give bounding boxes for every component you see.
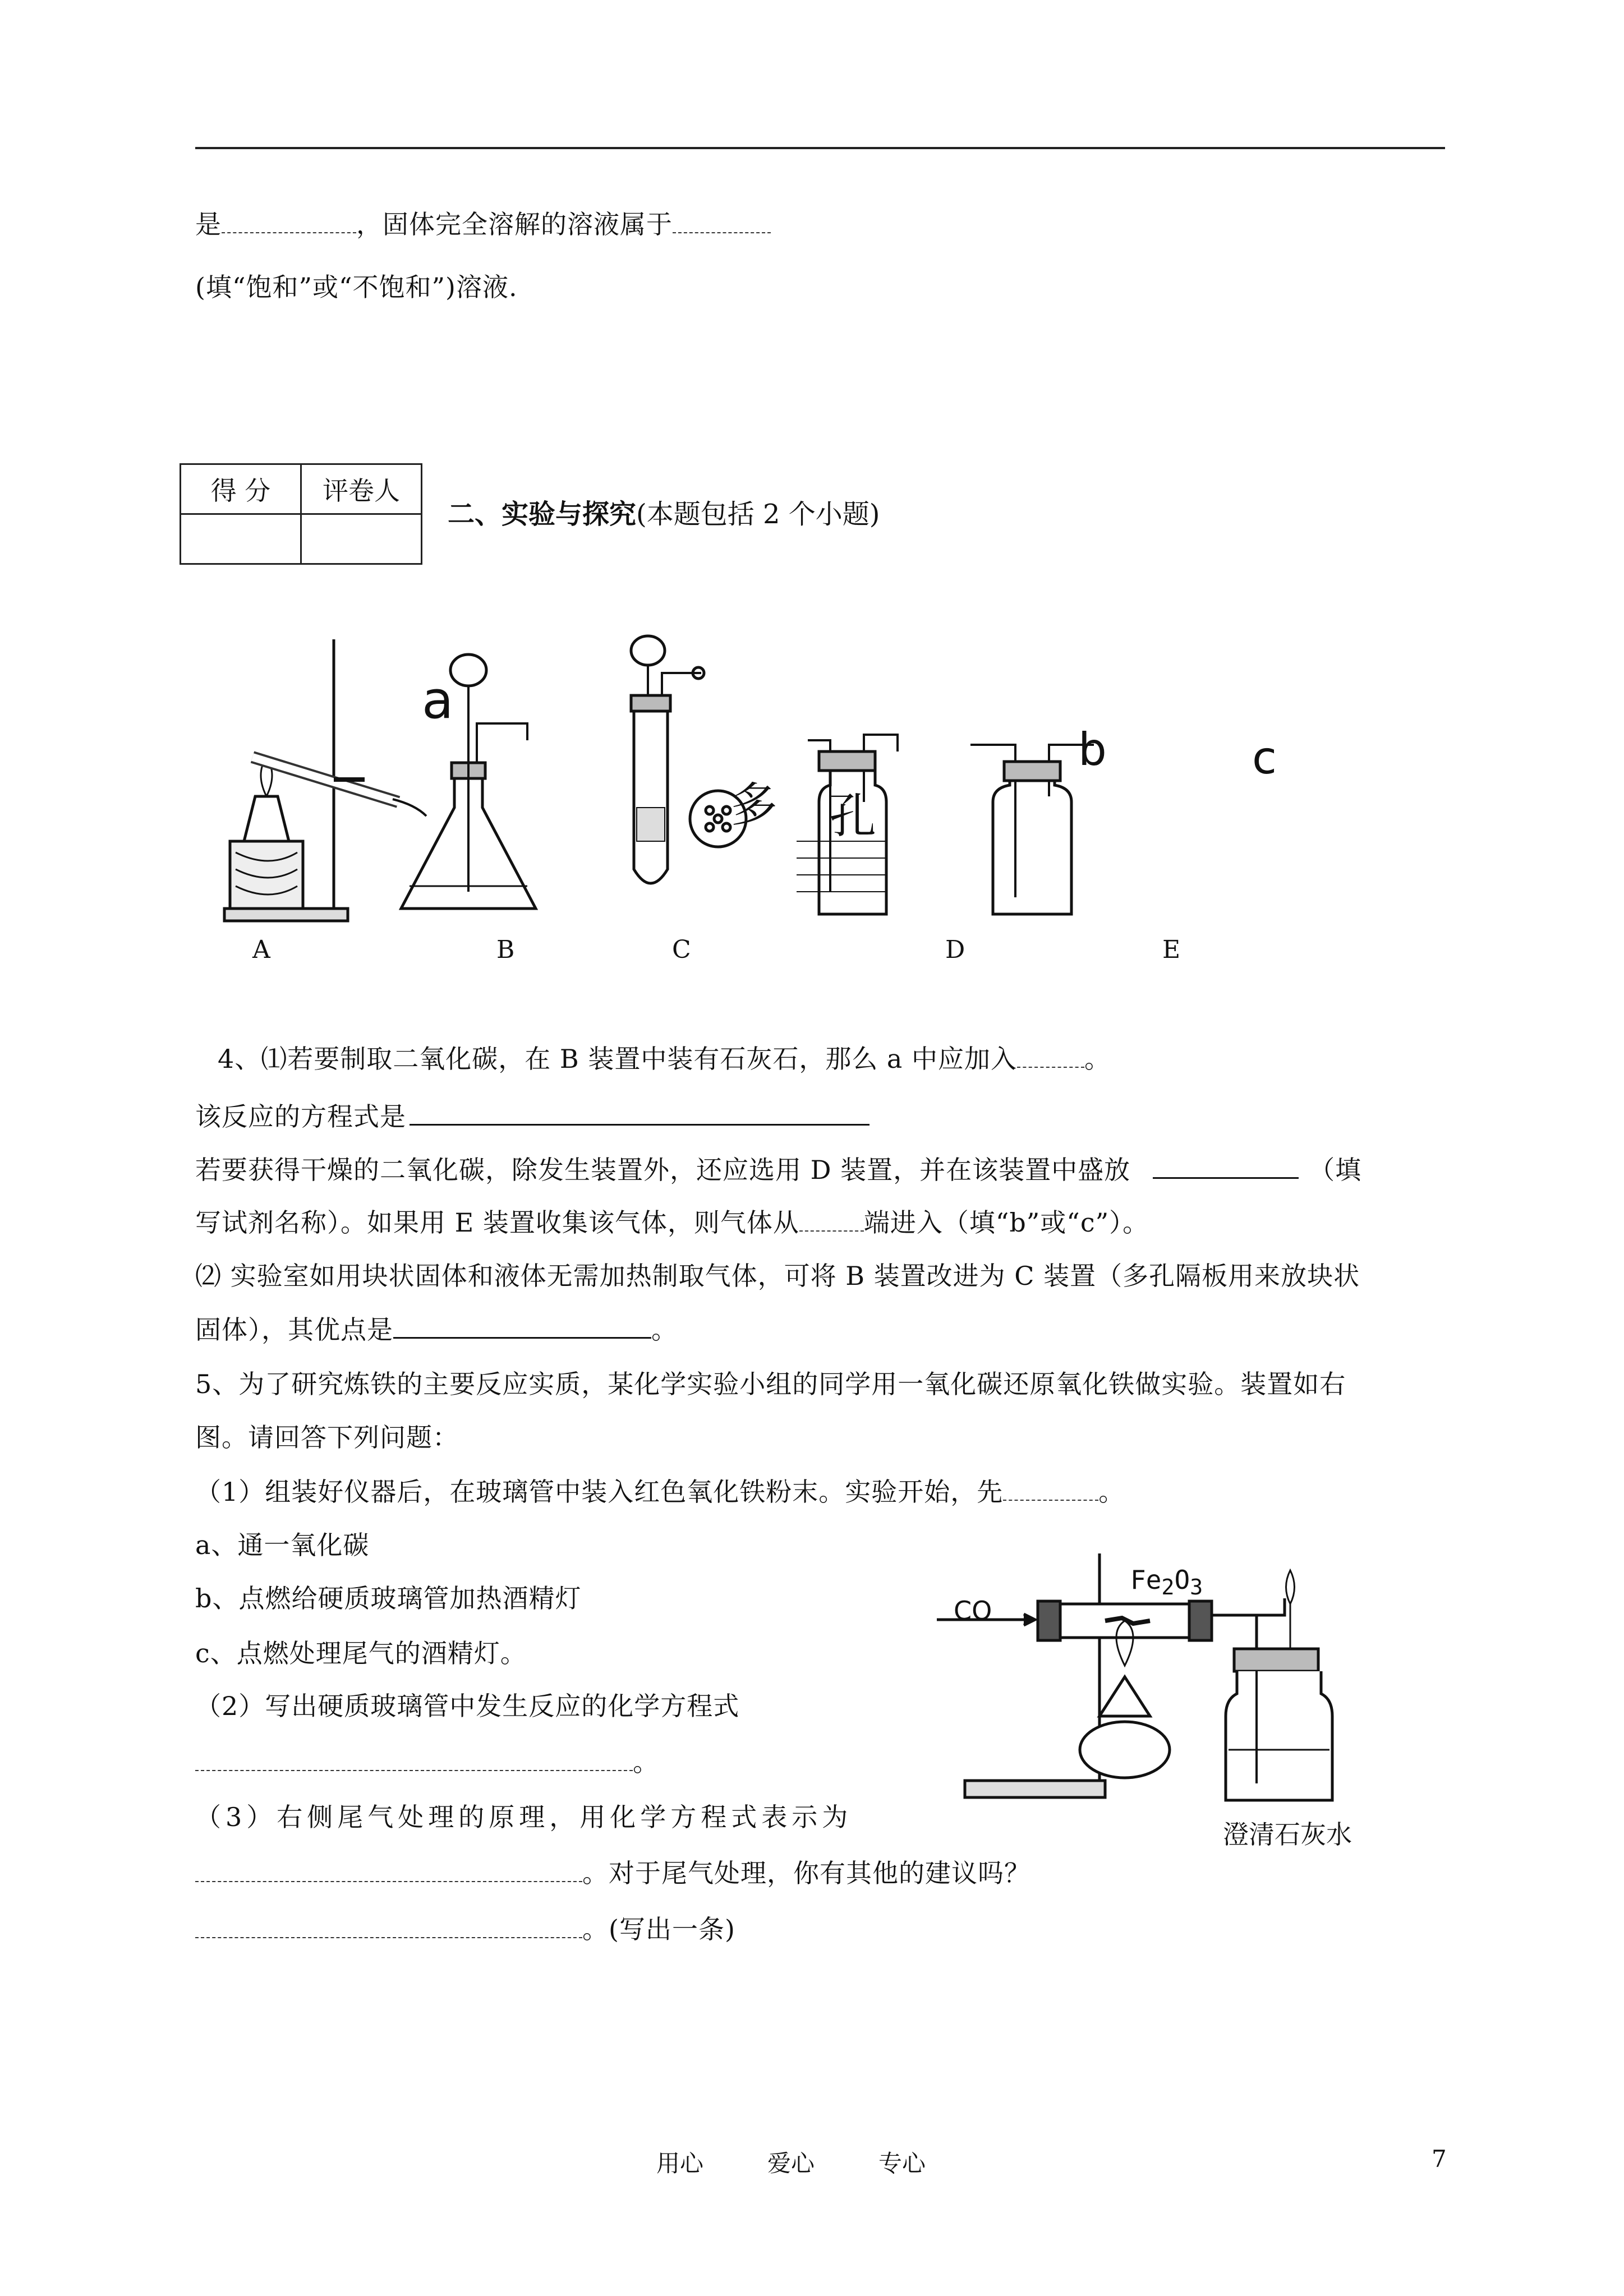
apparatus-e: [970, 745, 1094, 914]
q5-line: （1）组装好仪器后，在玻璃管中装入红色氧化铁粉末。实验开始，先 。: [195, 1475, 1125, 1509]
answer-blank[interactable]: [1017, 1042, 1084, 1068]
text-line: 是 ，固体完全溶解的溶液属于: [195, 208, 771, 241]
footer-word: 爱心: [767, 2150, 815, 2177]
answer-blank[interactable]: [195, 1912, 582, 1938]
marker-b: b: [1078, 723, 1107, 776]
q5-line: 5、为了研究炼铁的主要反应实质，某化学实验小组的同学用一氧化碳还原氧化铁做实验。装置如右: [195, 1369, 1346, 1399]
label-c: C: [672, 935, 691, 964]
q4-line: 该反应的方程式是: [195, 1099, 869, 1133]
note-duo: 多: [730, 777, 778, 832]
score-table: [180, 463, 422, 565]
apparatus-b: [401, 654, 536, 909]
q5-line: （3）右侧尾气处理的原理，用化学方程式表示为: [195, 1802, 853, 1832]
score-cell[interactable]: [181, 514, 301, 564]
text-line: (填“饱和”或“不饱和”)溶液.: [195, 272, 518, 302]
answer-blank[interactable]: [799, 1206, 864, 1232]
fe2o3-label: $Fe_2O_3$: [1130, 1565, 1203, 1601]
q5-line: 。: [195, 1745, 659, 1779]
note-kong: 孔: [829, 789, 877, 843]
label-d: D: [945, 935, 965, 964]
q5-line: 。对于尾气处理，你有其他的建议吗？: [195, 1856, 1030, 1890]
label-b: B: [496, 935, 515, 964]
q5-option: b、点燃给硬质玻璃管加热酒精灯: [195, 1583, 582, 1613]
grader-header: 评卷人: [301, 464, 422, 514]
q4-line: 4、⑴若要制取二氧化碳，在 B 装置中装有石灰石，那么 a 中应加入 。: [218, 1042, 1111, 1076]
limewater-label: 澄清石灰水: [1223, 1819, 1352, 1850]
q4-line: ⑵ 实验室如用块状固体和液体无需加热制取气体，可将 B 装置改进为 C 装置（多孔隔板用来放块状: [195, 1261, 1360, 1291]
q5-line: （2）写出硬质玻璃管中发生反应的化学方程式: [195, 1691, 740, 1721]
co-label: CO: [954, 1596, 992, 1626]
answer-blank[interactable]: [195, 1745, 633, 1771]
q5-line: 。(写出一条): [195, 1912, 735, 1946]
answer-blank[interactable]: [195, 1856, 582, 1882]
footer-word: 专心: [878, 2150, 926, 2177]
header-rule: [195, 147, 1445, 149]
marker-a: a: [422, 670, 454, 730]
score-header: 得 分: [181, 464, 301, 514]
q4-line: 若要获得干燥的二氧化碳，除发生装置外，还应选用 D 装置，并在该装置中盛放 （填: [195, 1152, 1361, 1187]
page-number: 7: [1432, 2145, 1447, 2173]
label-a: A: [252, 935, 270, 964]
grader-cell[interactable]: [301, 514, 422, 564]
marker-c: c: [1252, 732, 1277, 784]
apparatus-a: [224, 639, 426, 921]
q4-line: 写试剂名称）。如果用 E 装置收集该气体，则气体从 端进入（填“b”或“c”）。: [195, 1206, 1149, 1239]
q5-line: 图。请回答下列问题：: [195, 1422, 459, 1453]
answer-blank[interactable]: [222, 208, 356, 233]
q5-option: a、通一氧化碳: [195, 1530, 370, 1560]
answer-blank[interactable]: [410, 1099, 869, 1126]
q4-line: 固体），其优点是 。: [195, 1312, 678, 1347]
q5-option: c、点燃处理尾气的酒精灯。: [195, 1638, 527, 1668]
answer-blank[interactable]: [1003, 1475, 1098, 1501]
footer-word: 用心: [656, 2150, 704, 2177]
answer-blank[interactable]: [1153, 1152, 1299, 1179]
answer-blank[interactable]: [393, 1312, 651, 1339]
answer-blank[interactable]: [673, 208, 771, 233]
label-e: E: [1162, 935, 1181, 964]
apparatus-c: [631, 636, 746, 883]
section-title: 二、实验与探究(本题包括 2 个小题): [448, 499, 880, 530]
